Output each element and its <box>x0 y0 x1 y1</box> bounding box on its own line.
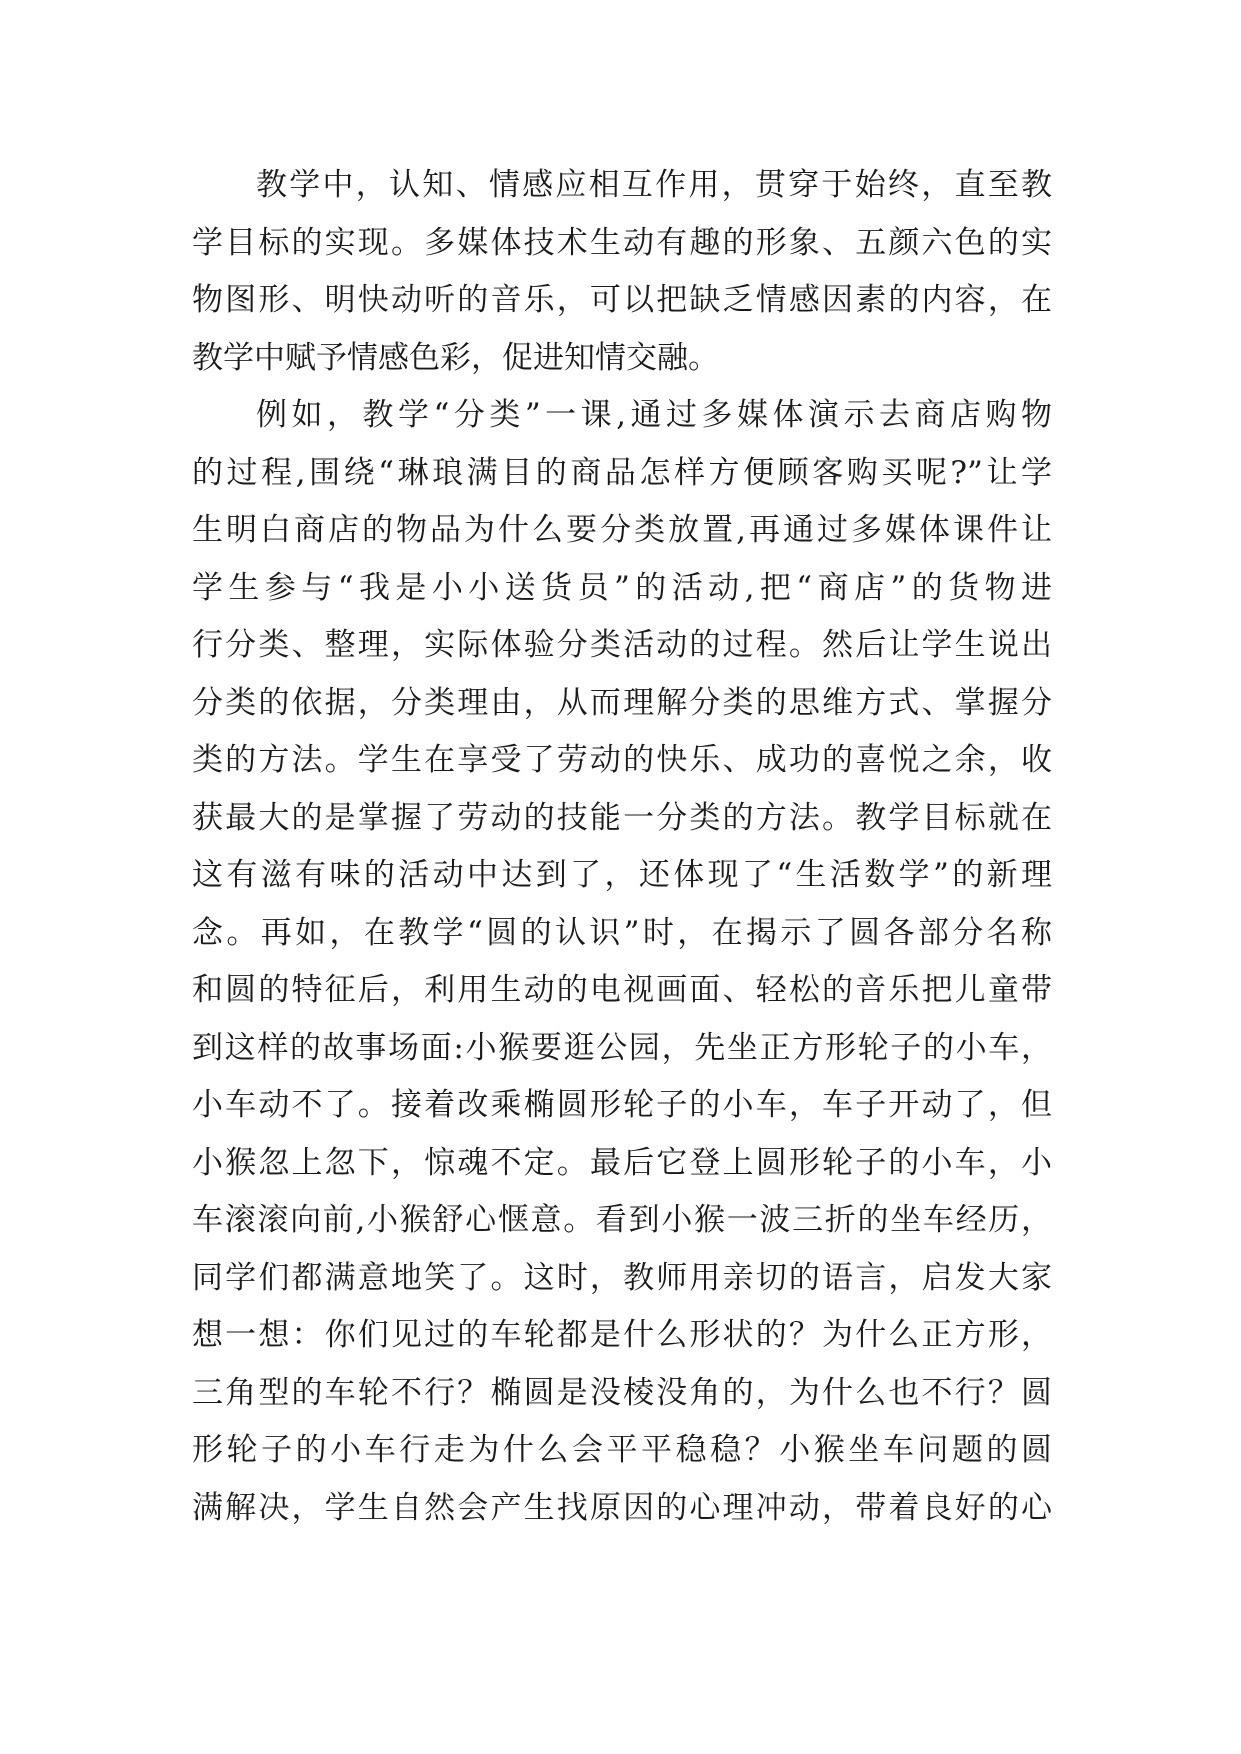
paragraph-2 <box>192 387 1052 1537</box>
text-line: 车滚滚向前,小猴舒心惬意。看到小猴一波三折的坐车经历， <box>192 1202 1052 1238</box>
text-line: 获最大的是掌握了劳动的技能一分类的方法。教学目标就在 <box>192 799 1052 836</box>
text-line: 的过程,围绕“琳琅满目的商品怎样方便顾客购买呢?”让学 <box>192 454 1052 491</box>
text-line: 这有滋有味的活动中达到了，还体现了“生活数学”的新理 <box>192 857 1052 893</box>
text-line: 同学们都满意地笑了。这时，教师用亲切的语言，启发大家 <box>192 1259 1052 1296</box>
text-line: 学生参与“我是小小送货员”的活动,把“商店”的货物进 <box>192 569 1052 606</box>
text-line: 物图形、明快动听的音乐，可以把缺乏情感因素的内容，在 <box>192 282 1052 318</box>
text-line: 形轮子的小车行走为什么会平平稳稳？小猴坐车问题的圆 <box>192 1432 1052 1468</box>
text-line: 学目标的实现。多媒体技术生动有趣的形象、五颜六色的实 <box>192 224 1052 261</box>
text-line: 类的方法。学生在享受了劳动的快乐、成功的喜悦之余，收 <box>192 742 1052 778</box>
paragraph-1 <box>192 157 1052 387</box>
text-line: 和圆的特征后，利用生动的电视画面、轻松的音乐把儿童带 <box>192 972 1052 1008</box>
text-line: 教学中赋予情感色彩，促进知情交融。 <box>192 339 719 376</box>
text-line: 三角型的车轮不行？椭圆是没棱没角的，为什么也不行？圆 <box>192 1374 1052 1411</box>
text-line: 例如，教学“分类”一课,通过多媒体演示去商店购物 <box>256 397 1052 433</box>
text-line: 到这样的故事场面:小猴要逛公园，先坐正方形轮子的小车， <box>192 1029 1052 1066</box>
text-line: 念。再如，在教学“圆的认识”时，在揭示了圆各部分名称 <box>192 914 1052 951</box>
text-line: 教学中，认知、情感应相互作用，贯穿于始终，直至教 <box>256 167 1052 203</box>
text-line: 小车动不了。接着改乘椭圆形轮子的小车，车子开动了，但 <box>192 1087 1052 1123</box>
text-line: 行分类、整理，实际体验分类活动的过程。然后让学生说出 <box>192 627 1052 663</box>
text-line: 满解决，学生自然会产生找原因的心理冲动，带着良好的心 <box>192 1489 1052 1526</box>
text-line: 分类的依据，分类理由，从而理解分类的思维方式、掌握分 <box>192 684 1052 721</box>
text-line: 生明白商店的物品为什么要分类放置,再通过多媒体课件让 <box>192 512 1052 548</box>
text-line: 小猴忽上忽下，惊魂不定。最后它登上圆形轮子的小车，小 <box>192 1144 1052 1181</box>
text-line: 想一想：你们见过的车轮都是什么形状的？为什么正方形， <box>192 1317 1052 1353</box>
body-text <box>192 157 1052 1537</box>
